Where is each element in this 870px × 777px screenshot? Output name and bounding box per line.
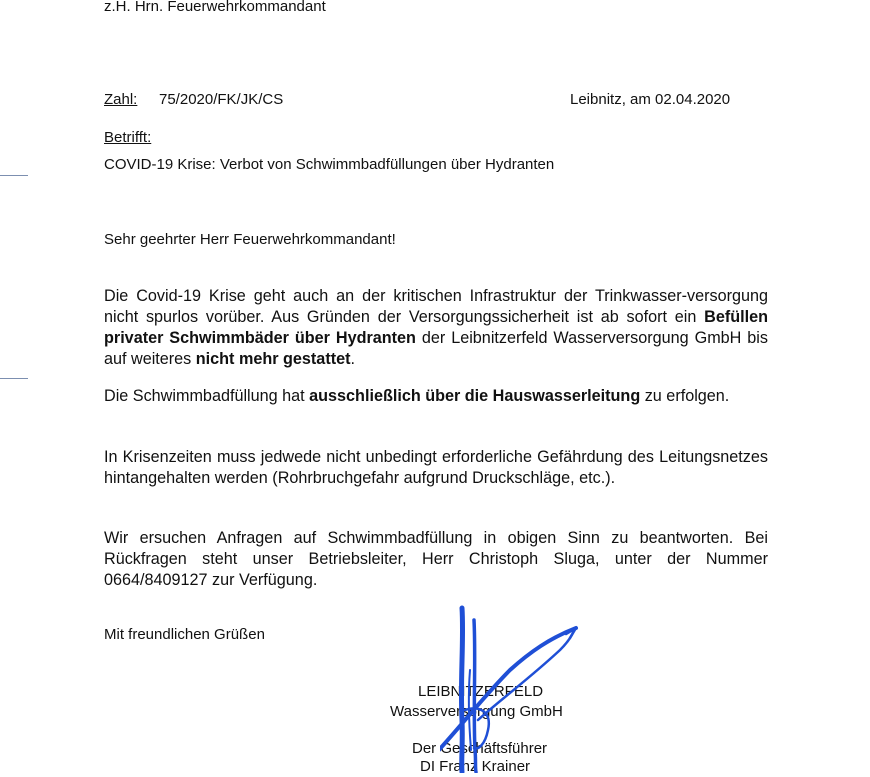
signatory-role: Der Geschäftsführer [412, 740, 548, 757]
p1-bold-2: nicht mehr gestattet [195, 350, 351, 368]
p1-bold-1: Befüllen privater Schwimmbäder über Hydranten [104, 308, 768, 347]
p1-text-a: Die Covid-19 Krise geht auch an der kritischen Infrastruktur der Trinkwasser-versorgung nicht spurlos vorüber. Aus Gründen der Versorgungssicherheit ist ab sofort ein [104, 287, 768, 326]
ref-number: 75/2020/FK/JK/CS [159, 91, 284, 108]
place-date: Leibnitz, am 02.04.2020 [570, 91, 731, 108]
salutation: Sehr geehrter Herr Feuerwehrkommandant! [104, 231, 396, 248]
handwritten-signature [440, 600, 600, 773]
body-paragraph-3: In Krisenzeiten muss jedwede nicht unbedingt erforderliche Gefährdung des Leitungsnetzes hintangehalten werden (Rohrbruchgefahr aufgrund Druckschläge, etc.). [104, 448, 768, 487]
fold-mark [0, 378, 28, 379]
signatory-name: DI Franz Krainer [420, 758, 531, 775]
company-line-2: Wasserversorgung GmbH [390, 703, 563, 720]
p1-text-d: . [350, 350, 355, 368]
subject-text: COVID-19 Krise: Verbot von Schwimmbadfüllungen über Hydranten [104, 156, 555, 173]
p2-text-c: zu erfolgen. [640, 387, 730, 405]
closing: Mit freundlichen Grüßen [104, 626, 265, 643]
body-paragraph-2 [104, 386, 768, 407]
subject-label: Betrifft: [104, 129, 152, 146]
ref-label: Zahl: [104, 91, 138, 108]
p1-text-c: der Leibnitzerfeld Wasserversorgung GmbH bis auf weiteres [104, 329, 768, 368]
p2-bold-1: ausschließlich über die Hauswasserleitung [309, 387, 641, 405]
recipient-attn: z.H. Hrn. Feuerwehrkommandant [104, 0, 326, 15]
company-line-1: LEIBNITZERFELD [418, 683, 544, 700]
p2-text-a: Die Schwimmbadfüllung hat [104, 387, 310, 405]
fold-mark [0, 175, 28, 176]
body-paragraph-1 [104, 286, 768, 370]
body-paragraph-4: Wir ersuchen Anfragen auf Schwimmbadfüllung in obigen Sinn zu beantworten. Bei Rückfragen steht unser Betriebsleiter, Herr Christoph Sluga, unter der Nummer 0664/8409127 zur Verfügung. [104, 529, 768, 589]
